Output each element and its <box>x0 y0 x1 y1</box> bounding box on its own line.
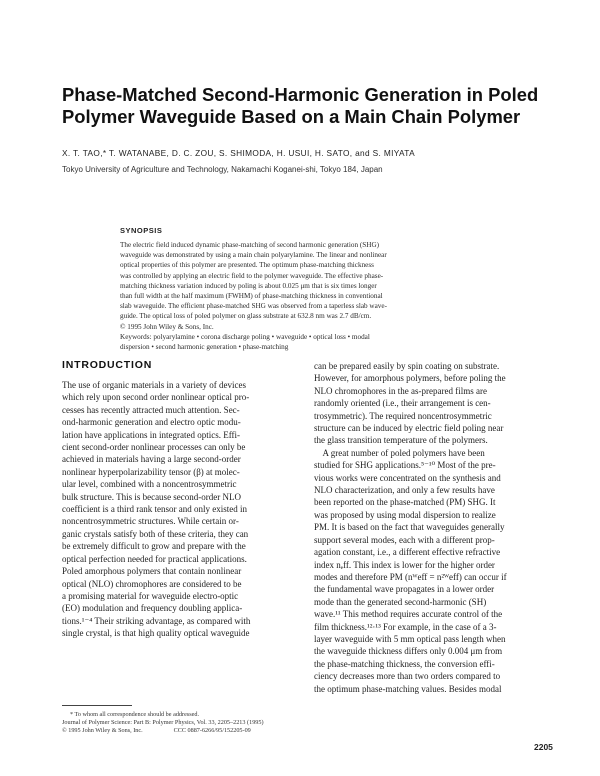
synopsis-line: optical properties of this polymer are presented. The optimum phase-matching thickness <box>120 261 374 270</box>
body-line: the fundamental wave propagates in a lower order <box>314 584 495 595</box>
footnote-divider <box>62 705 132 706</box>
title-line-1: Phase-Matched Second-Harmonic Generation in Poled <box>62 84 539 105</box>
section-heading-introduction: INTRODUCTION <box>62 359 153 371</box>
synopsis-body <box>120 240 550 352</box>
body-line: index nₑff. This index is lower for the higher order <box>314 559 495 570</box>
body-line: modes and therefore PM (nᵂeff = n²ᵂeff) can occur if <box>314 571 507 582</box>
body-line: PM. It is based on the fact that waveguides generally <box>314 522 505 533</box>
footnote-citation: Journal of Polymer Science: Part B: Polymer Physics, Vol. 33, 2205–2213 (1995) <box>62 719 264 727</box>
body-line: layer waveguide with 5 mm optical pass length when <box>314 633 506 644</box>
footnote <box>62 711 302 736</box>
body-line: nonlinear hyperpolarizability tensor (β) at molec- <box>62 466 240 477</box>
body-line: optical (NLO) chromophores are considered to be <box>62 578 242 589</box>
right-column <box>314 360 562 695</box>
synopsis-line: waveguide was demonstrated by using a main chain polyarylamine. The linear and nonlinear <box>120 251 387 260</box>
synopsis-line: © 1995 John Wiley & Sons, Inc. <box>120 322 214 331</box>
body-line: (EO) modulation and frequency doubling applica- <box>62 603 243 614</box>
body-line: structure can be induced by electric field poling near <box>314 423 504 434</box>
body-line: bulk structure. This is because second-order NLO <box>62 491 242 502</box>
synopsis-line: guide. The optical loss of poled polymer on glass substrate at 632.8 nm was 2.7 dB/cm. <box>120 312 372 321</box>
body-line: studied for SHG applications.⁵⁻¹⁰ Most of the pre- <box>314 460 496 471</box>
keywords-line: dispersion • second harmonic generation • phase-matching <box>120 343 289 352</box>
synopsis-heading: SYNOPSIS <box>120 226 163 235</box>
body-line: be extremely difficult to grow and prepare with the <box>62 541 246 552</box>
synopsis-line: was controlled by applying an electric field to the polymer waveguide. The effective phase- <box>120 271 384 280</box>
body-line: achieved in materials having a large second-order <box>62 454 241 465</box>
body-line: tions.¹⁻⁴ Their striking advantage, as compared with <box>62 615 251 626</box>
body-line: single crystal, is that high quality optical waveguide <box>62 628 250 639</box>
body-line: ond-harmonic generation and electro optic modu- <box>62 417 241 428</box>
body-line: lation have applications in integrated optics. Effi- <box>62 429 241 440</box>
body-line: the glass transition temperature of the polymers. <box>314 435 488 446</box>
body-line: which rely upon second order nonlinear optical pro- <box>62 392 250 403</box>
body-line: NLO chromophores in the as-prepared films are <box>314 385 487 396</box>
body-line: ular level, combined with a noncentrosymmetric <box>62 479 237 490</box>
body-line: wave.¹¹ This method requires accurate control of the <box>314 609 503 620</box>
body-line: noncentrosymmetric structures. While certain or- <box>62 516 239 527</box>
footnote-copyright: © 1995 John Wiley & Sons, Inc. CCC 0887-6266/95/152205-09 <box>62 727 251 735</box>
title-line-2: Polymer Waveguide Based on a Main Chain Polymer <box>62 106 521 127</box>
body-line: been reported on the phase-matched (PM) SHG. It <box>314 497 496 508</box>
body-line: the waveguide thickness differs only 0.004 μm from <box>314 646 503 657</box>
footnote-correspondence: * To whom all correspondence should be addressed. <box>70 711 200 718</box>
body-line: support several modes, each with a different prop- <box>314 534 495 545</box>
body-line: coefficient is a third rank tensor and only existed in <box>62 504 248 515</box>
body-line: cient second-order nonlinear processes can only be <box>62 442 246 453</box>
body-line: film thickness.¹²·¹³ For example, in the case of a 3- <box>314 621 497 632</box>
synopsis-line: matching thickness variation induced by poling is about 0.025 μm that is six times longer <box>120 281 377 290</box>
body-line: However, for amorphous polymers, before poling the <box>314 373 506 384</box>
synopsis-line: The electric field induced dynamic phase-matching of second harmonic generation (SHG) <box>120 241 380 249</box>
body-line: a promising material for waveguide electro-optic <box>62 590 239 601</box>
body-line: randomly oriented (i.e., their arrangement is cen- <box>314 398 491 409</box>
body-line: can be prepared easily by spin coating on substrate. <box>314 361 500 371</box>
body-line: trosymmetric). The required noncentrosymmetric <box>314 410 492 421</box>
body-line: the optimum phase-matching values. Besides modal <box>314 683 502 694</box>
body-line: NLO characterization, and only a few results have <box>314 485 495 496</box>
body-line: A great number of poled polymers have been <box>314 447 485 458</box>
body-line: vious works were concentrated on the synthesis and <box>314 472 501 483</box>
body-line: ciency decreases more than two orders compared to <box>314 671 501 682</box>
synopsis-line: slab waveguide. The efficient phase-matched SHG was observed from a taperless slab wave- <box>120 302 387 311</box>
page-number: 2205 <box>534 742 553 752</box>
body-line: optical perfection needed for practical applications. <box>62 553 247 564</box>
body-line: ganic crystals satisfy both of these criteria, they can <box>62 528 249 539</box>
keywords-line: Keywords: polyarylamine • corona discharge poling • waveguide • optical loss • modal <box>120 332 370 341</box>
body-line: mode than the generated second-harmonic (SH) <box>314 596 487 607</box>
body-line: the phase-matching thickness, the conversion effi- <box>314 658 495 669</box>
body-line: Poled amorphous polymers that contain nonlinear <box>62 566 242 577</box>
body-line: cesses has recently attracted much attention. Sec- <box>62 404 240 415</box>
affiliation: Tokyo University of Agriculture and Technology, Nakamachi Koganei-shi, Tokyo 184, Japan <box>62 165 383 174</box>
body-line: agation constant, i.e., a different effective refractive <box>314 547 501 558</box>
synopsis-line: than full width at the half maximum (FWHM) of phase-matching thickness in conventional <box>120 292 383 301</box>
body-line: was proposed by using modal dispersion to realize <box>314 509 496 520</box>
paper-title <box>62 84 562 128</box>
author-list: X. T. TAO,* T. WATANABE, D. C. ZOU, S. SHIMODA, H. USUI, H. SATO, and S. MIYATA <box>62 148 415 158</box>
body-line: The use of organic materials in a variety of devices <box>62 380 247 390</box>
left-column <box>62 379 299 640</box>
